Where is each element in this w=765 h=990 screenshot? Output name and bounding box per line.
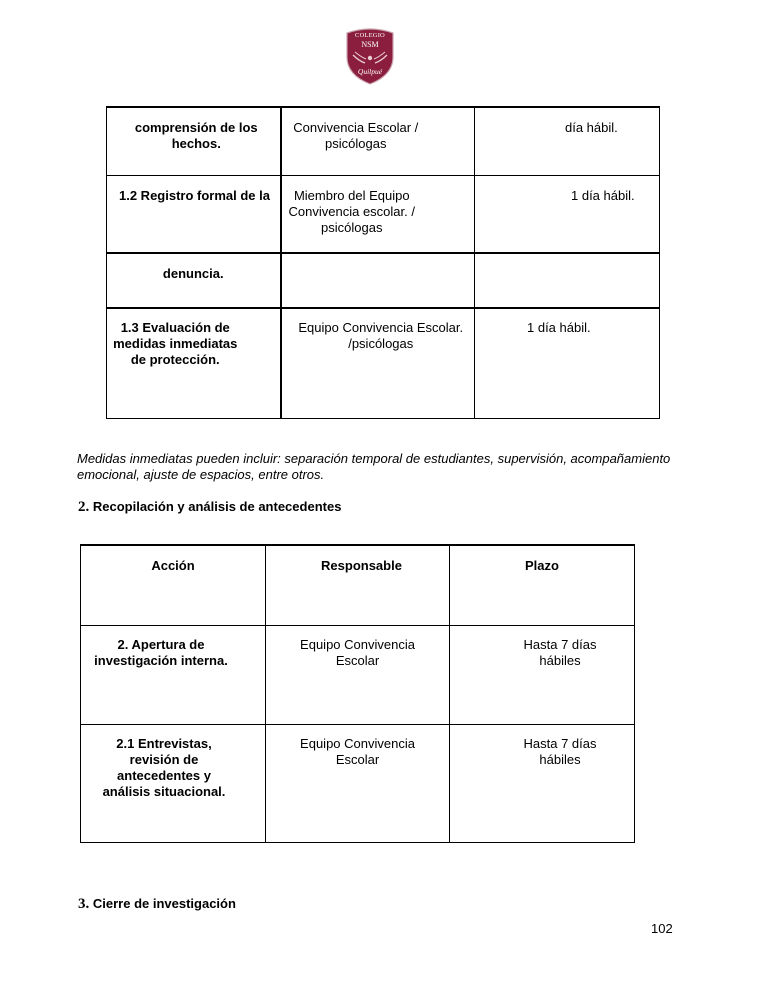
table-cell-action [81,724,266,842]
logo-line-2: NSM [361,40,379,49]
section-number: 2. [78,499,90,515]
section-2-heading [78,499,341,516]
section-title: Recopilación y análisis de antecedentes [92,499,342,514]
investigation-table [80,544,635,843]
table-row [107,175,660,253]
responsible-text: Equipo Convivencia Escolar [300,735,415,767]
table-cell-responsible [266,724,450,842]
column-header: Acción [151,558,195,573]
action-text: 1.2 Registro formal de la [119,187,270,203]
deadline-text: Hasta 7 días hábiles [523,735,597,767]
responsible-text [282,254,475,266]
table-cell-deadline [475,308,660,418]
responsible-text: Convivencia Escolar / psicólogas [293,120,419,151]
table-cell-deadline [450,724,635,842]
page-number: 102 [651,921,673,936]
table-row [107,253,660,308]
responsible-text: Equipo Convivencia Escolar. /psicólogas [298,320,464,351]
table-row [81,724,635,842]
table-cell-deadline [475,175,660,253]
table-cell-action [107,253,281,308]
table-cell-action [107,107,281,175]
responsible-text: Equipo Convivencia Escolar [300,636,415,668]
deadline-text [475,254,659,266]
table-cell-responsible [266,625,450,724]
responsible-text: Miembro del Equipo Convivencia escolar. / psicólogas [288,187,415,235]
header-cell-action [81,545,266,625]
table-row [107,107,660,175]
deadline-text: 1 día hábil. [571,187,635,203]
column-header: Plazo [525,558,559,573]
section-title: Cierre de investigación [92,896,236,911]
table-cell-deadline [475,107,660,175]
table-cell-responsible [281,308,475,418]
header-cell-responsible [266,545,450,625]
action-text: denuncia. [162,266,224,281]
table-cell-deadline [450,625,635,724]
deadline-text: 1 día hábil. [527,320,591,335]
deadline-text: Hasta 7 días hábiles [523,636,597,668]
table-header-row [81,545,635,625]
table-row [107,308,660,418]
section-number: 3. [78,896,90,912]
table-cell-deadline [475,253,660,308]
table-row [81,625,635,724]
action-text: 1.3 Evaluación de medidas inmediatas de protección. [113,320,238,367]
logo-line-3: Quilpué [357,67,383,76]
header-cell-deadline [450,545,635,625]
section-3-heading [78,896,236,913]
action-text: comprensión de los hechos. [134,120,258,151]
protection-measures-note: Medidas inmediatas pueden incluir: separación temporal de estudiantes, supervisión, acompañamiento emocional, ajuste de espacios, entre otros. [77,451,671,482]
action-text: 2. Apertura de investigación interna. [94,636,228,668]
deadline-text: día hábil. [565,120,618,135]
school-crest-logo [343,27,397,85]
table-cell-responsible [281,253,475,308]
table-cell-responsible [281,175,475,253]
table-cell-action [107,175,281,253]
column-header: Responsable [321,558,402,573]
logo-line-1: COLEGIO [355,32,385,39]
protocol-table-1 [106,106,660,419]
table-cell-responsible [281,107,475,175]
table-cell-action [81,625,266,724]
action-text: 2.1 Entrevistas, revisión de antecedentes y análisis situacional. [102,735,226,799]
table-cell-action [107,308,281,418]
